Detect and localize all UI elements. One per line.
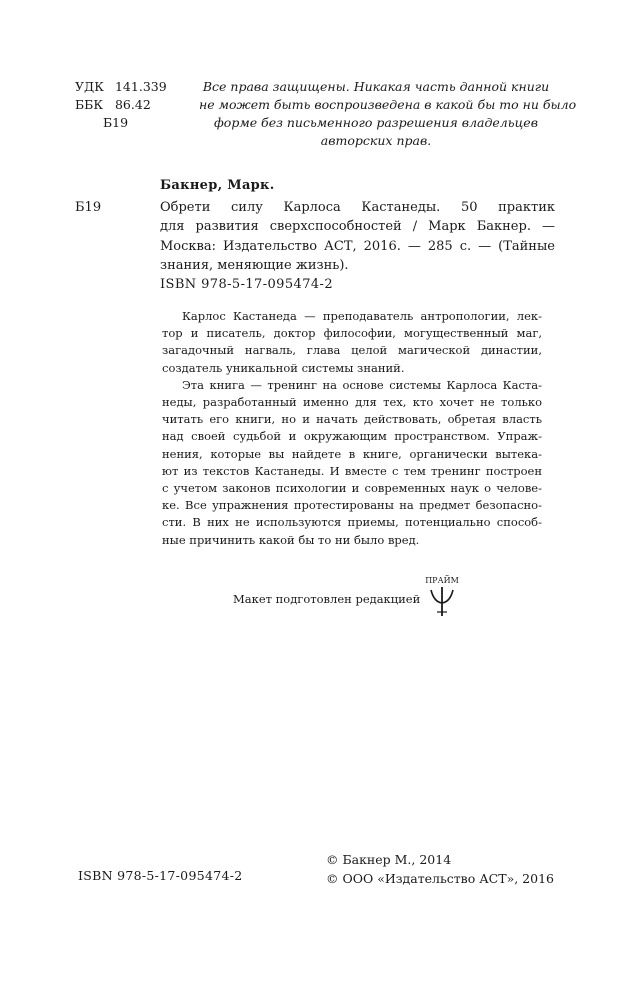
udk-label: УДК <box>75 79 104 94</box>
annotation-line: ные причинить какой бы то ни было вред. <box>162 532 420 547</box>
imprint-text: Макет подготовлен редакцией <box>233 592 421 606</box>
bbk-label: ББК <box>75 97 104 112</box>
prime-logo-icon <box>422 574 462 620</box>
annotation <box>162 308 542 549</box>
rights-line: форме без письменного разрешения владельцев <box>214 115 538 130</box>
copyright-line: © ООО «Издательство АСТ», 2016 <box>326 871 554 886</box>
author-mark: Б19 <box>103 115 129 130</box>
bbk-value: 86.42 <box>114 97 151 112</box>
rights-line: авторских прав. <box>320 133 432 148</box>
annotation-line: нения, которые вы найдете в книге, органически вытека- <box>162 446 542 461</box>
author-heading: Бакнер, Марк. <box>160 178 275 193</box>
annotation-line: ке. Все упражнения протестированы на предмет безопасно- <box>162 498 542 513</box>
classification-codes <box>75 78 195 132</box>
annotation-line: загадочный нагваль, глава целой магической династии, <box>162 343 542 358</box>
annotation-line: ют из текстов Кастанеды. И вместе с тем тренинг построен <box>162 463 542 478</box>
entry-line: Москва: Издательство АСТ, 2016. — 285 с. — (Тайные <box>160 238 555 254</box>
annotation-line: Эта книга — тренинг на основе системы Карлоса Каста- <box>182 377 542 392</box>
udk-value: 141.339 <box>114 79 167 94</box>
copyright-line: © Бакнер М., 2014 <box>326 852 452 867</box>
isbn-main: ISBN 978-5-17-095474-2 <box>160 277 333 292</box>
prime-logo-text: ПРАЙМ <box>425 576 459 585</box>
entry-code: Б19 <box>75 199 102 215</box>
imprint <box>0 572 619 622</box>
entry-text <box>75 198 555 276</box>
copyright-block <box>326 850 554 888</box>
udk-line <box>75 78 195 96</box>
bbk-line <box>75 96 195 114</box>
entry-line: знания, меняющие жизнь). <box>160 258 349 273</box>
annotation-line: создатель уникальной системы знаний. <box>162 360 405 375</box>
entry-line: для развития сверхспособностей / Марк Бакнер. — <box>160 219 555 234</box>
annotation-line: над своей судьбой и окружающим пространством. Упраж- <box>162 429 542 444</box>
annotation-line: с учетом законов психологии и современных наук о челове- <box>162 481 542 496</box>
rights-notice <box>199 78 577 150</box>
rights-line: не может быть воспроизведена в какой бы то ни было <box>199 97 577 112</box>
annotation-line: неды, разработанный именно для тех, кто хочет не только <box>162 395 542 410</box>
rights-line: Все права защищены. Никакая часть данной книги <box>202 79 550 94</box>
annotation-line: читать его книги, но и начать действовать, обретая власть <box>162 412 542 427</box>
annotation-line: тор и писатель, доктор философии, могущественный маг, <box>162 326 542 341</box>
annotation-line: сти. В них не используются приемы, потенциально способ- <box>162 515 542 530</box>
annotation-line: Карлос Кастанеда — преподаватель антропологии, лек- <box>182 309 542 323</box>
entry-line: Обрети силу Карлоса Кастанеды. 50 практик <box>160 199 555 215</box>
isbn-bottom: ISBN 978-5-17-095474-2 <box>78 868 243 883</box>
bibliographic-record <box>75 176 555 276</box>
entry-wrap <box>75 198 555 276</box>
